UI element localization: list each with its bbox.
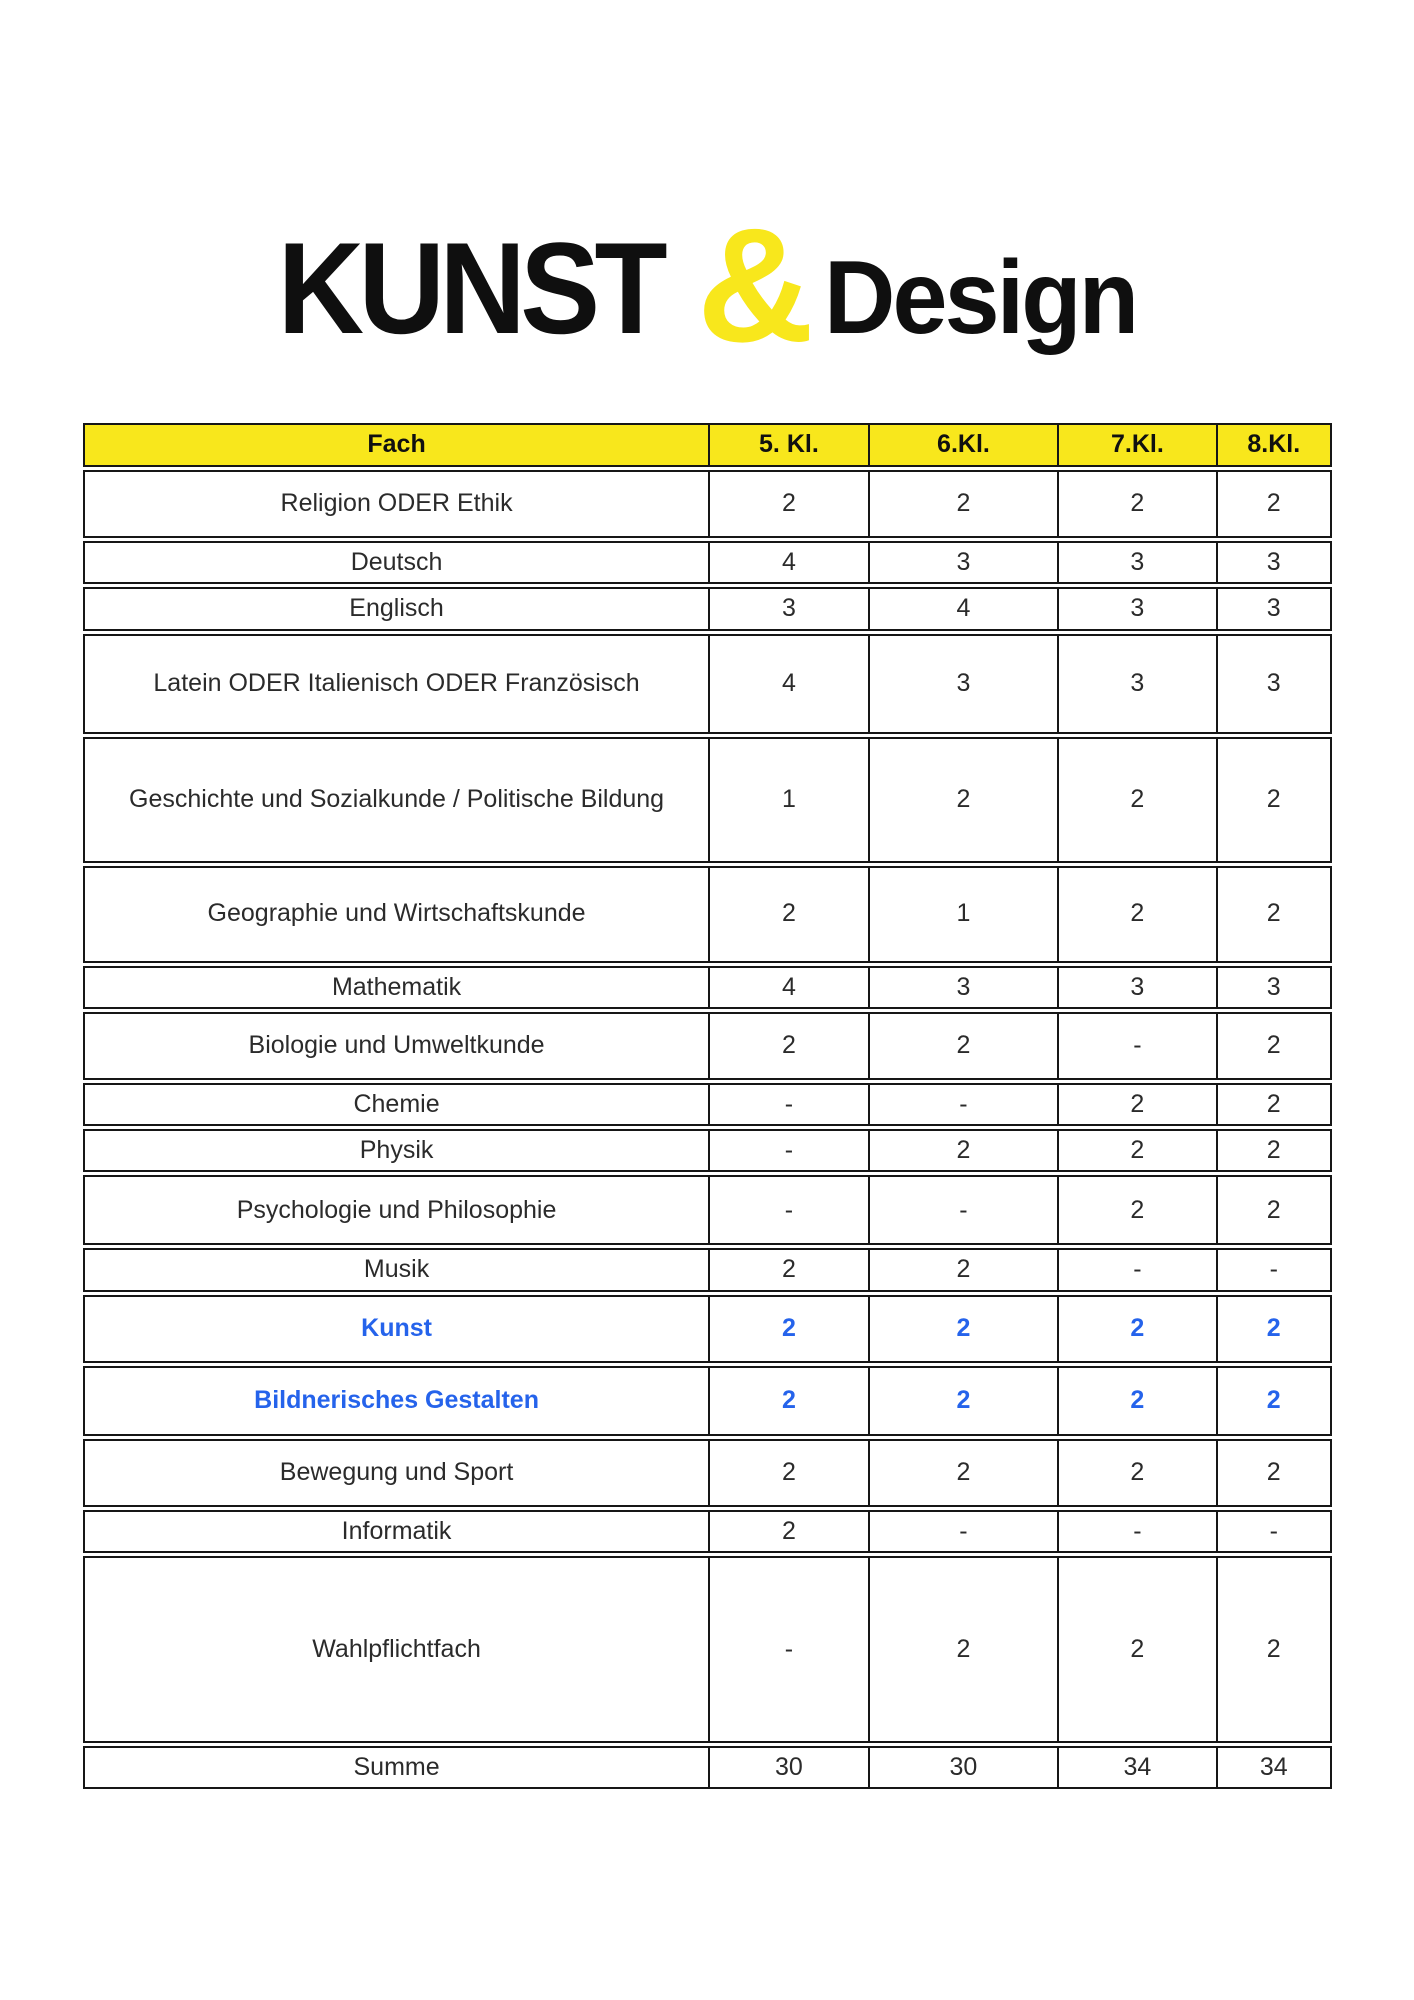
column-header-kl5: 5. Kl. [708,425,868,465]
column-header-kl6: 6.Kl. [868,425,1057,465]
hours-cell: - [1057,1250,1215,1289]
table-row [83,1129,1332,1172]
subject-cell: Physik [359,1136,434,1164]
hours-cell: 30 [868,1748,1057,1787]
column-header-fach: Fach [367,430,426,459]
hours-cell: 2 [1216,1558,1330,1741]
hours-cell: - [1057,1014,1215,1078]
hours-cell: 2 [868,1131,1057,1170]
hours-cell: 2 [1057,1177,1215,1243]
hours-cell: 2 [708,1250,868,1289]
subject-cell: Biologie und Umweltkunde [248,1031,545,1060]
hours-cell: 2 [1216,868,1330,961]
hours-cell: 30 [708,1748,868,1787]
hours-cell: 2 [708,868,868,961]
hours-cell: 2 [868,1014,1057,1078]
table-row [83,966,1332,1009]
page-title-design: Design [824,240,1137,356]
hours-cell: 2 [1216,1014,1330,1078]
hours-cell: - [1216,1250,1330,1289]
hours-cell: 3 [1057,968,1215,1007]
table-row [83,1556,1332,1743]
table-row [83,737,1332,863]
hours-cell: 3 [868,636,1057,732]
subject-cell: Bewegung und Sport [279,1457,514,1486]
hours-cell: 2 [1216,1085,1330,1124]
subject-cell: Kunst [361,1313,432,1342]
hours-cell: 3 [1216,589,1330,628]
hours-cell: 2 [1057,1368,1215,1434]
hours-cell: 3 [708,589,868,628]
hours-cell: - [868,1177,1057,1243]
hours-cell: 2 [708,1441,868,1505]
hours-cell: - [1216,1512,1330,1551]
hours-cell: 3 [1216,543,1330,582]
hours-cell: 2 [868,1297,1057,1361]
hours-cell: 2 [1216,472,1330,536]
curriculum-table [83,423,1332,1792]
table-row [83,541,1332,584]
subject-cell: Religion ODER Ethik [280,489,513,518]
table-row [83,1746,1332,1789]
hours-cell: 2 [1216,1441,1330,1505]
hours-cell: 2 [868,1250,1057,1289]
hours-cell: 1 [708,739,868,861]
table-header-row [83,423,1332,467]
hours-cell: 3 [1057,543,1215,582]
table-row [83,866,1332,963]
page-title [0,195,1414,376]
hours-cell: 4 [708,636,868,732]
hours-cell: 3 [868,968,1057,1007]
hours-cell: - [708,1177,868,1243]
hours-cell: 2 [1057,868,1215,961]
column-header-kl8: 8.Kl. [1216,425,1330,465]
hours-cell: 2 [868,1368,1057,1434]
hours-cell: 4 [868,589,1057,628]
hours-cell: 34 [1057,1748,1215,1787]
hours-cell: - [708,1131,868,1170]
hours-cell: 2 [708,472,868,536]
hours-cell: 34 [1216,1748,1330,1787]
subject-cell: Chemie [353,1089,440,1118]
page-title-ampersand: & [697,195,815,376]
subject-cell: Summe [353,1752,440,1781]
table-row [83,1295,1332,1363]
hours-cell: 1 [868,868,1057,961]
hours-cell: 2 [1057,739,1215,861]
hours-cell: 3 [1216,968,1330,1007]
subject-cell: Wahlpflichtfach [312,1634,481,1663]
hours-cell: - [868,1512,1057,1551]
subject-cell: Geographie und Wirtschaftskunde [207,899,586,928]
subject-cell: Informatik [341,1516,452,1545]
hours-cell: 4 [708,968,868,1007]
hours-cell: 3 [1057,636,1215,732]
subject-cell: Psychologie und Philosophie [236,1195,557,1224]
hours-cell: 2 [868,1441,1057,1505]
hours-cell: 2 [1057,1558,1215,1741]
hours-cell: 4 [708,543,868,582]
hours-cell: 2 [1057,1131,1215,1170]
hours-cell: 2 [1057,1297,1215,1361]
table-row [83,1083,1332,1126]
hours-cell: 3 [1057,589,1215,628]
hours-cell: - [868,1085,1057,1124]
hours-cell: 2 [708,1297,868,1361]
hours-cell: 2 [708,1368,868,1434]
hours-cell: 2 [708,1014,868,1078]
table-row [83,470,1332,538]
hours-cell: 2 [1057,1441,1215,1505]
table-row [83,1366,1332,1436]
subject-cell: Mathematik [331,972,462,1001]
subject-cell: Englisch [349,594,444,623]
hours-cell: 2 [1216,1131,1330,1170]
table-row [83,1175,1332,1245]
page-title-kunst: KUNST [277,215,663,361]
hours-cell: 2 [1216,1177,1330,1243]
hours-cell: - [708,1085,868,1124]
hours-cell: 2 [708,1512,868,1551]
hours-cell: 2 [1216,739,1330,861]
table-row [83,1439,1332,1507]
hours-cell: 2 [1216,1368,1330,1434]
subject-cell: Deutsch [350,548,443,576]
subject-cell: Musik [363,1255,430,1284]
hours-cell: 2 [868,739,1057,861]
hours-cell: - [1057,1512,1215,1551]
hours-cell: - [708,1558,868,1741]
subject-cell: Latein ODER Italienisch ODER Französisch [153,668,640,697]
table-row [83,634,1332,734]
subject-cell: Geschichte und Sozialkunde / Politische Bildung [129,784,665,813]
table-row [83,587,1332,630]
hours-cell: 2 [1216,1297,1330,1361]
hours-cell: 3 [868,543,1057,582]
hours-cell: 2 [1057,1085,1215,1124]
hours-cell: 2 [868,1558,1057,1741]
table-row [83,1510,1332,1553]
hours-cell: 2 [868,472,1057,536]
hours-cell: 2 [1057,472,1215,536]
hours-cell: 3 [1216,636,1330,732]
subject-cell: Bildnerisches Gestalten [254,1385,539,1414]
table-row [83,1248,1332,1291]
column-header-kl7: 7.Kl. [1057,425,1215,465]
table-row [83,1012,1332,1080]
